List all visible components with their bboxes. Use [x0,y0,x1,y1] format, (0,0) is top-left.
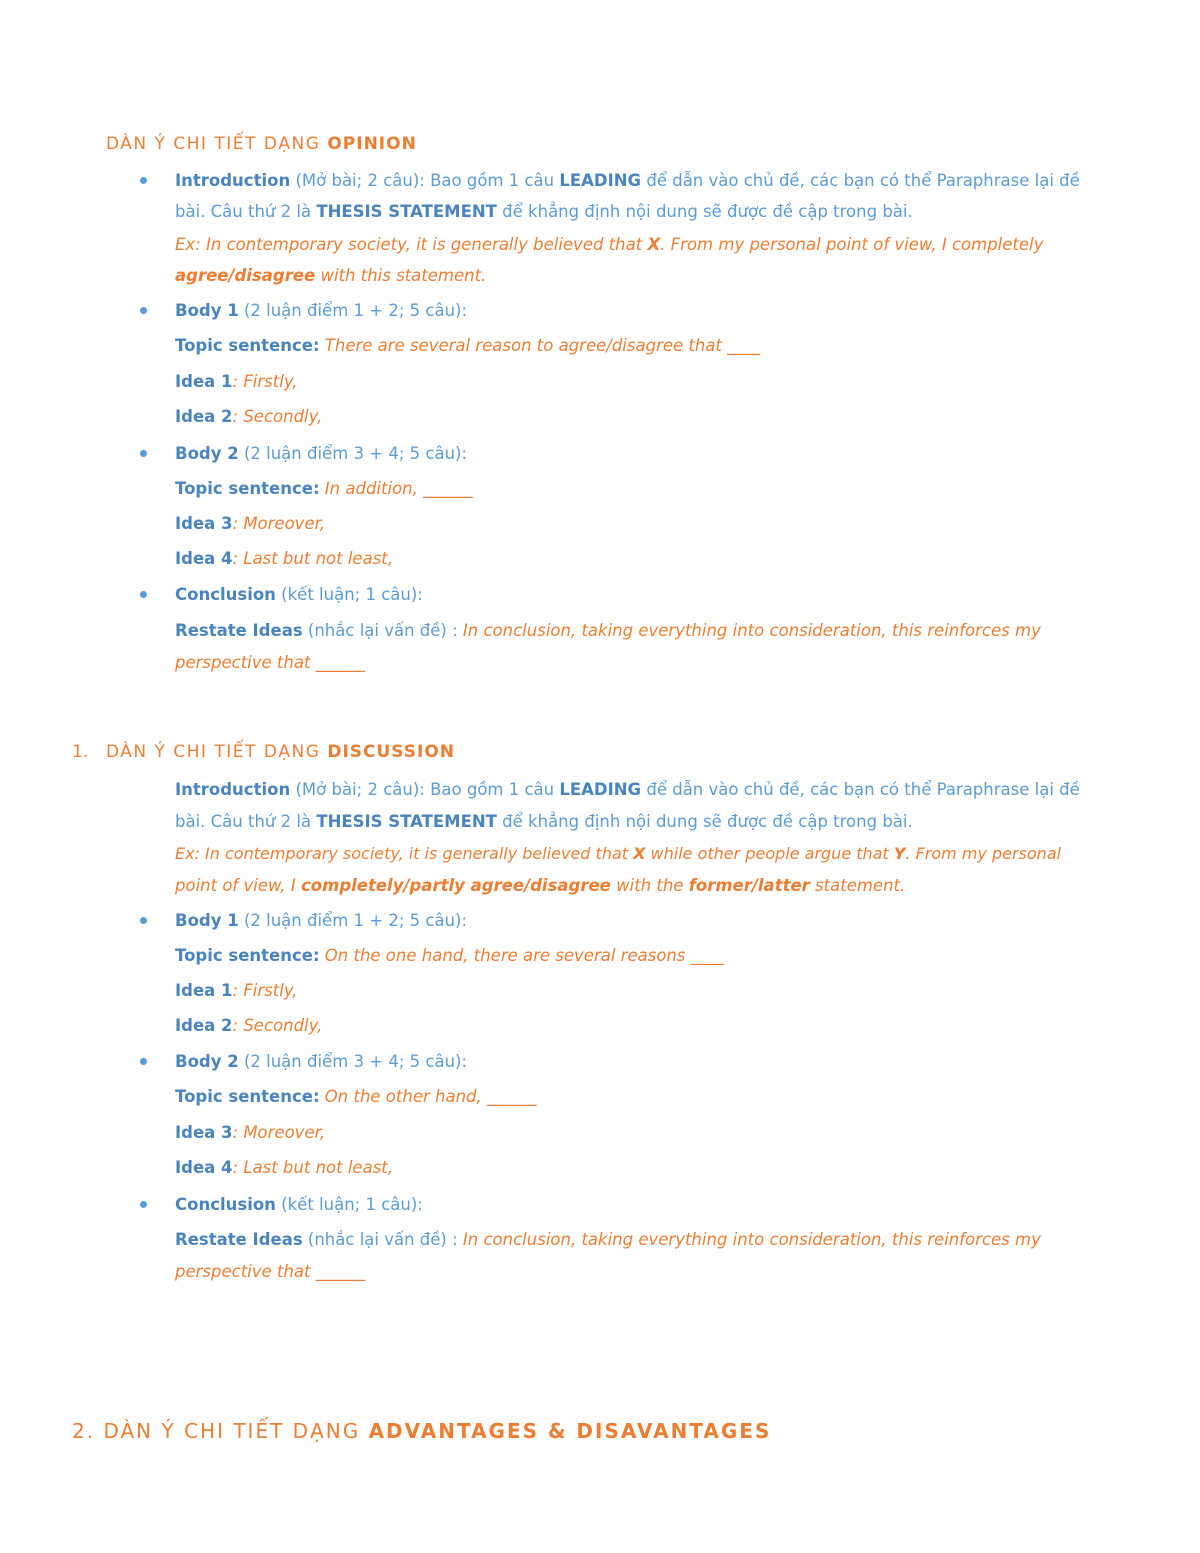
discussion-restate-line1 [175,1228,1041,1252]
opinion-intro-line2 [175,200,913,224]
opinion-idea3-line [175,512,325,536]
example-text: with this statement. [315,266,487,285]
bullet-icon [140,591,147,598]
idea-label: Idea 2 [175,407,233,426]
body-text: (2 luận điểm 1 + 2; 5 câu): [238,911,468,930]
example-text: : Firstly, [232,981,298,1000]
heading-keyword: DISCUSSION [327,742,456,762]
leading-keyword: LEADING [559,171,642,190]
bullet-icon [140,177,147,184]
bullet-icon [140,1058,147,1065]
idea-label: Idea 1 [175,372,233,391]
conclusion-label: Conclusion [175,1195,276,1214]
example-keyword: X [647,235,661,254]
example-text: Ex: In contemporary society, it is generally believed that [175,844,634,863]
conclusion-text: (kết luận; 1 câu): [275,585,423,604]
thesis-keyword: THESIS STATEMENT [316,202,497,221]
discussion-idea3-line [175,1121,325,1145]
discussion-intro-line1 [175,778,1080,802]
opinion-intro-line1 [175,169,1080,193]
thesis-keyword: THESIS STATEMENT [316,812,497,831]
body-text: (2 luận điểm 3 + 4; 5 câu): [238,444,468,463]
body-text: (2 luận điểm 3 + 4; 5 câu): [238,1052,468,1071]
discussion-idea2-line [175,1014,322,1038]
discussion-body2-line [175,1050,467,1074]
example-text: In conclusion, taking everything into consideration, this reinforces my [457,1230,1041,1249]
discussion-idea4-line [175,1156,393,1180]
bullet-icon [140,917,147,924]
example-text: with the [610,876,689,895]
intro-text: bài. Câu thứ 2 là [175,812,317,831]
opinion-restate-line2 [175,651,365,675]
example-text: point of view, I [175,876,302,895]
opinion-idea2-line [175,405,322,429]
opinion-body2-line [175,442,467,466]
example-text: : Moreover, [232,514,326,533]
discussion-restate-line2 [175,1260,365,1284]
heading-opinion [106,134,417,154]
heading-discussion [72,742,456,762]
restate-text: (nhắc lại vấn đề) : [302,621,458,640]
opinion-topic1-line [175,334,760,358]
restate-label: Restate Ideas [175,1230,303,1249]
example-text: : Firstly, [232,372,298,391]
example-text: : Secondly, [232,407,323,426]
example-text: perspective that ______ [175,653,366,672]
intro-text: để dẫn vào chủ đề, các bạn có thể Paraphrase lại đề [641,171,1080,190]
intro-text: bài. Câu thứ 2 là [175,202,317,221]
intro-text: để dẫn vào chủ đề, các bạn có thể Paraphrase lại đề [641,780,1080,799]
topic-label: Topic sentence: [175,336,320,355]
body-label: Body 1 [175,911,239,930]
heading-number: 1. [72,742,89,762]
heading-text: DÀN Ý CHI TIẾT DẠNG [106,742,328,762]
opinion-example-line2 [175,264,486,288]
discussion-body1-line [175,909,467,933]
example-text: On the one hand, there are several reasons ____ [319,946,724,965]
example-text: . From my personal [905,844,1062,863]
topic-label: Topic sentence: [175,946,320,965]
idea-label: Idea 3 [175,514,233,533]
topic-label: Topic sentence: [175,1087,320,1106]
bullet-icon [140,307,147,314]
intro-label: Introduction [175,780,291,799]
example-text: : Last but not least, [232,549,394,568]
example-keyword: completely/partly agree/disagree [301,876,611,895]
discussion-example-line1 [175,842,1061,866]
opinion-conclusion-line [175,583,423,607]
intro-text: (Mở bài; 2 câu): Bao gồm 1 câu [290,171,560,190]
idea-label: Idea 3 [175,1123,233,1142]
discussion-topic2-line [175,1085,537,1109]
opinion-idea1-line [175,370,298,394]
discussion-topic1-line [175,944,724,968]
discussion-intro-line2 [175,810,913,834]
leading-keyword: LEADING [559,780,642,799]
idea-label: Idea 4 [175,1158,233,1177]
heading-text: DÀN Ý CHI TIẾT DẠNG [106,134,328,154]
example-text: There are several reason to agree/disagree that ____ [319,336,761,355]
bullet-icon [140,1201,147,1208]
example-text: : Last but not least, [232,1158,394,1177]
discussion-example-line2 [175,874,905,898]
idea-label: Idea 4 [175,549,233,568]
heading-number: 2. [72,1419,96,1443]
conclusion-text: (kết luận; 1 câu): [275,1195,423,1214]
example-text: In addition, ______ [319,479,473,498]
example-text: while other people argue that [645,844,894,863]
example-text: In conclusion, taking everything into consideration, this reinforces my [457,621,1041,640]
example-text: On the other hand, ______ [319,1087,537,1106]
body-label: Body 1 [175,301,239,320]
topic-label: Topic sentence: [175,479,320,498]
bullet-icon [140,450,147,457]
idea-label: Idea 2 [175,1016,233,1035]
example-keyword: former/latter [688,876,810,895]
opinion-restate-line1 [175,619,1041,643]
body-label: Body 2 [175,1052,239,1071]
opinion-example-line1 [175,233,1043,257]
heading-keyword: ADVANTAGES & DISAVANTAGES [368,1419,772,1443]
example-text: : Moreover, [232,1123,326,1142]
conclusion-label: Conclusion [175,585,276,604]
discussion-conclusion-line [175,1193,423,1217]
example-keyword: agree/disagree [175,266,316,285]
heading-text: DÀN Ý CHI TIẾT DẠNG [103,1419,369,1443]
example-text: : Secondly, [232,1016,323,1035]
example-text: . From my personal point of view, I completely [660,235,1044,254]
restate-text: (nhắc lại vấn đề) : [302,1230,458,1249]
example-text: Ex: In contemporary society, it is generally believed that [175,235,648,254]
example-keyword: Y [893,844,906,863]
restate-label: Restate Ideas [175,621,303,640]
intro-label: Introduction [175,171,291,190]
intro-text: để khẳng định nội dung sẽ được đề cập trong bài. [496,202,913,221]
example-text: statement. [809,876,906,895]
example-text: perspective that ______ [175,1262,366,1281]
discussion-idea1-line [175,979,298,1003]
example-keyword: X [633,844,646,863]
opinion-idea4-line [175,547,393,571]
intro-text: (Mở bài; 2 câu): Bao gồm 1 câu [290,780,560,799]
intro-text: để khẳng định nội dung sẽ được đề cập trong bài. [496,812,913,831]
opinion-topic2-line [175,477,473,501]
body-label: Body 2 [175,444,239,463]
heading-keyword: OPINION [327,134,417,154]
opinion-body1-line [175,299,467,323]
idea-label: Idea 1 [175,981,233,1000]
heading-advantages [72,1419,771,1443]
body-text: (2 luận điểm 1 + 2; 5 câu): [238,301,468,320]
